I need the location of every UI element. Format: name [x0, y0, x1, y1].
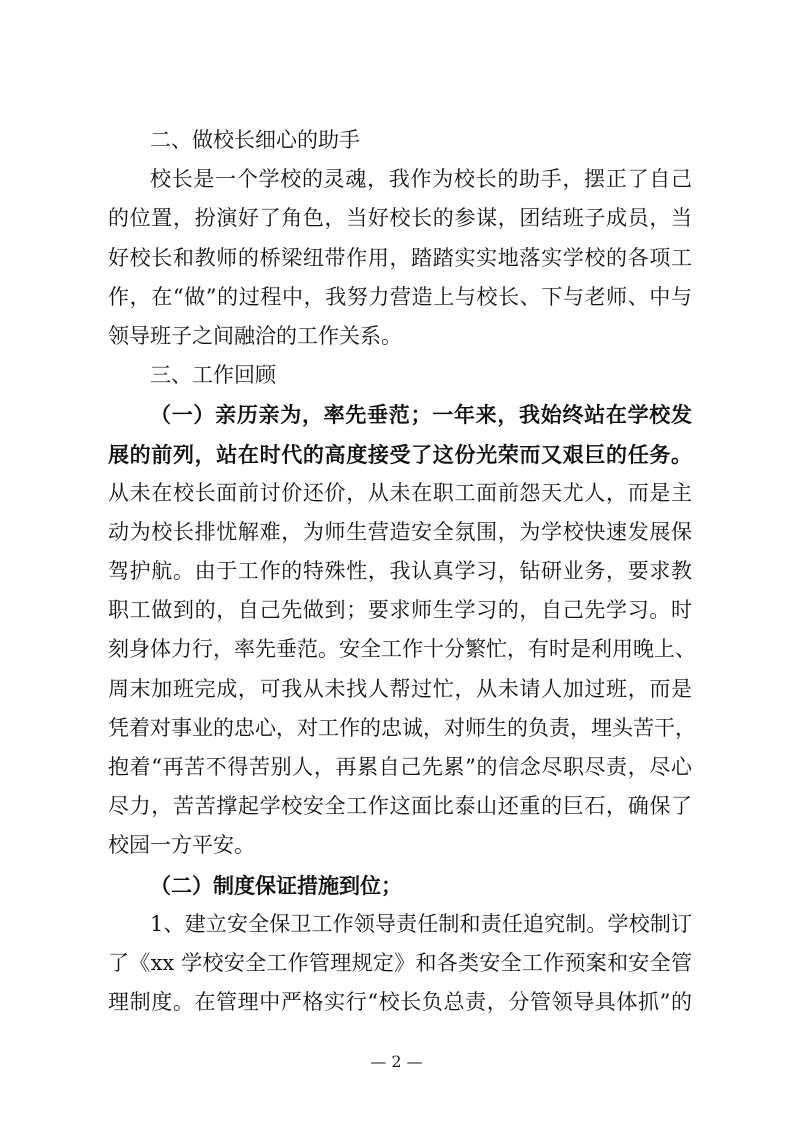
text-line: 1、建立安全保卫工作领导责任制和责任追究制。学校制订	[150, 911, 692, 936]
text-line: 周末加班完成，可我从未找人帮过忙，从未请人加过班，而是	[108, 676, 692, 701]
text-line: 从未在校长面前讨价还价，从未在职工面前怨天尤人，而是主	[108, 480, 692, 505]
text-line: 凭着对事业的忠心，对工作的忠诚，对师生的负责，埋头苦干，	[108, 715, 696, 740]
text-line: 了《xx 学校安全工作管理规定》和各类安全工作预案和安全管	[108, 950, 692, 975]
text-line: 刻身体力行，率先垂范。安全工作十分繁忙，有时是利用晚上、	[108, 637, 696, 662]
text-line: 抱着“再苦不得苦别人，再累自己先累”的信念尽职尽责，尽心	[108, 755, 692, 779]
text-line: 的位置，扮演好了角色，当好校长的参谋，团结班子成员，当	[108, 206, 692, 231]
text-line: 职工做到的，自己先做到；要求师生学习的，自己先学习。时	[108, 598, 692, 623]
section-heading-3: 三、工作回顾	[150, 363, 276, 388]
text-line: 校园一方平安。	[108, 833, 255, 858]
document-body	[108, 121, 696, 1022]
subheading-line: 展的前列，站在时代的高度接受了这份光荣而又艰巨的任务。	[108, 441, 692, 467]
text-line: 理制度。在管理中严格实行“校长负总责，分管领导具体抓”的	[108, 990, 692, 1015]
subheading-2: （二）制度保证措施到位；	[150, 872, 402, 898]
text-line: 动为校长排忧解难，为师生营造安全氛围，为学校快速发展保	[108, 519, 692, 544]
text-line: 领导班子之间融洽的工作关系。	[108, 323, 402, 348]
text-line: 好校长和教师的桥梁纽带作用，踏踏实实地落实学校的各项工	[108, 245, 692, 270]
text-line: 校长是一个学校的灵魂，我作为校长的助手，摆正了自己	[150, 167, 692, 192]
text-line: 作，在“做”的过程中，我努力营造上与校长、下与老师、中与	[108, 284, 692, 309]
page-number: — 2 —	[370, 1052, 423, 1071]
text-line: 尽力，苦苦撑起学校安全工作这面比泰山还重的巨石，确保了	[108, 794, 692, 819]
text-line: 驾护航。由于工作的特殊性，我认真学习，钻研业务，要求教	[108, 559, 692, 584]
subheading-line: （一）亲历亲为，率先垂范；一年来，我始终站在学校发	[150, 402, 692, 428]
section-heading-2: 二、做校长细心的助手	[150, 128, 360, 152]
